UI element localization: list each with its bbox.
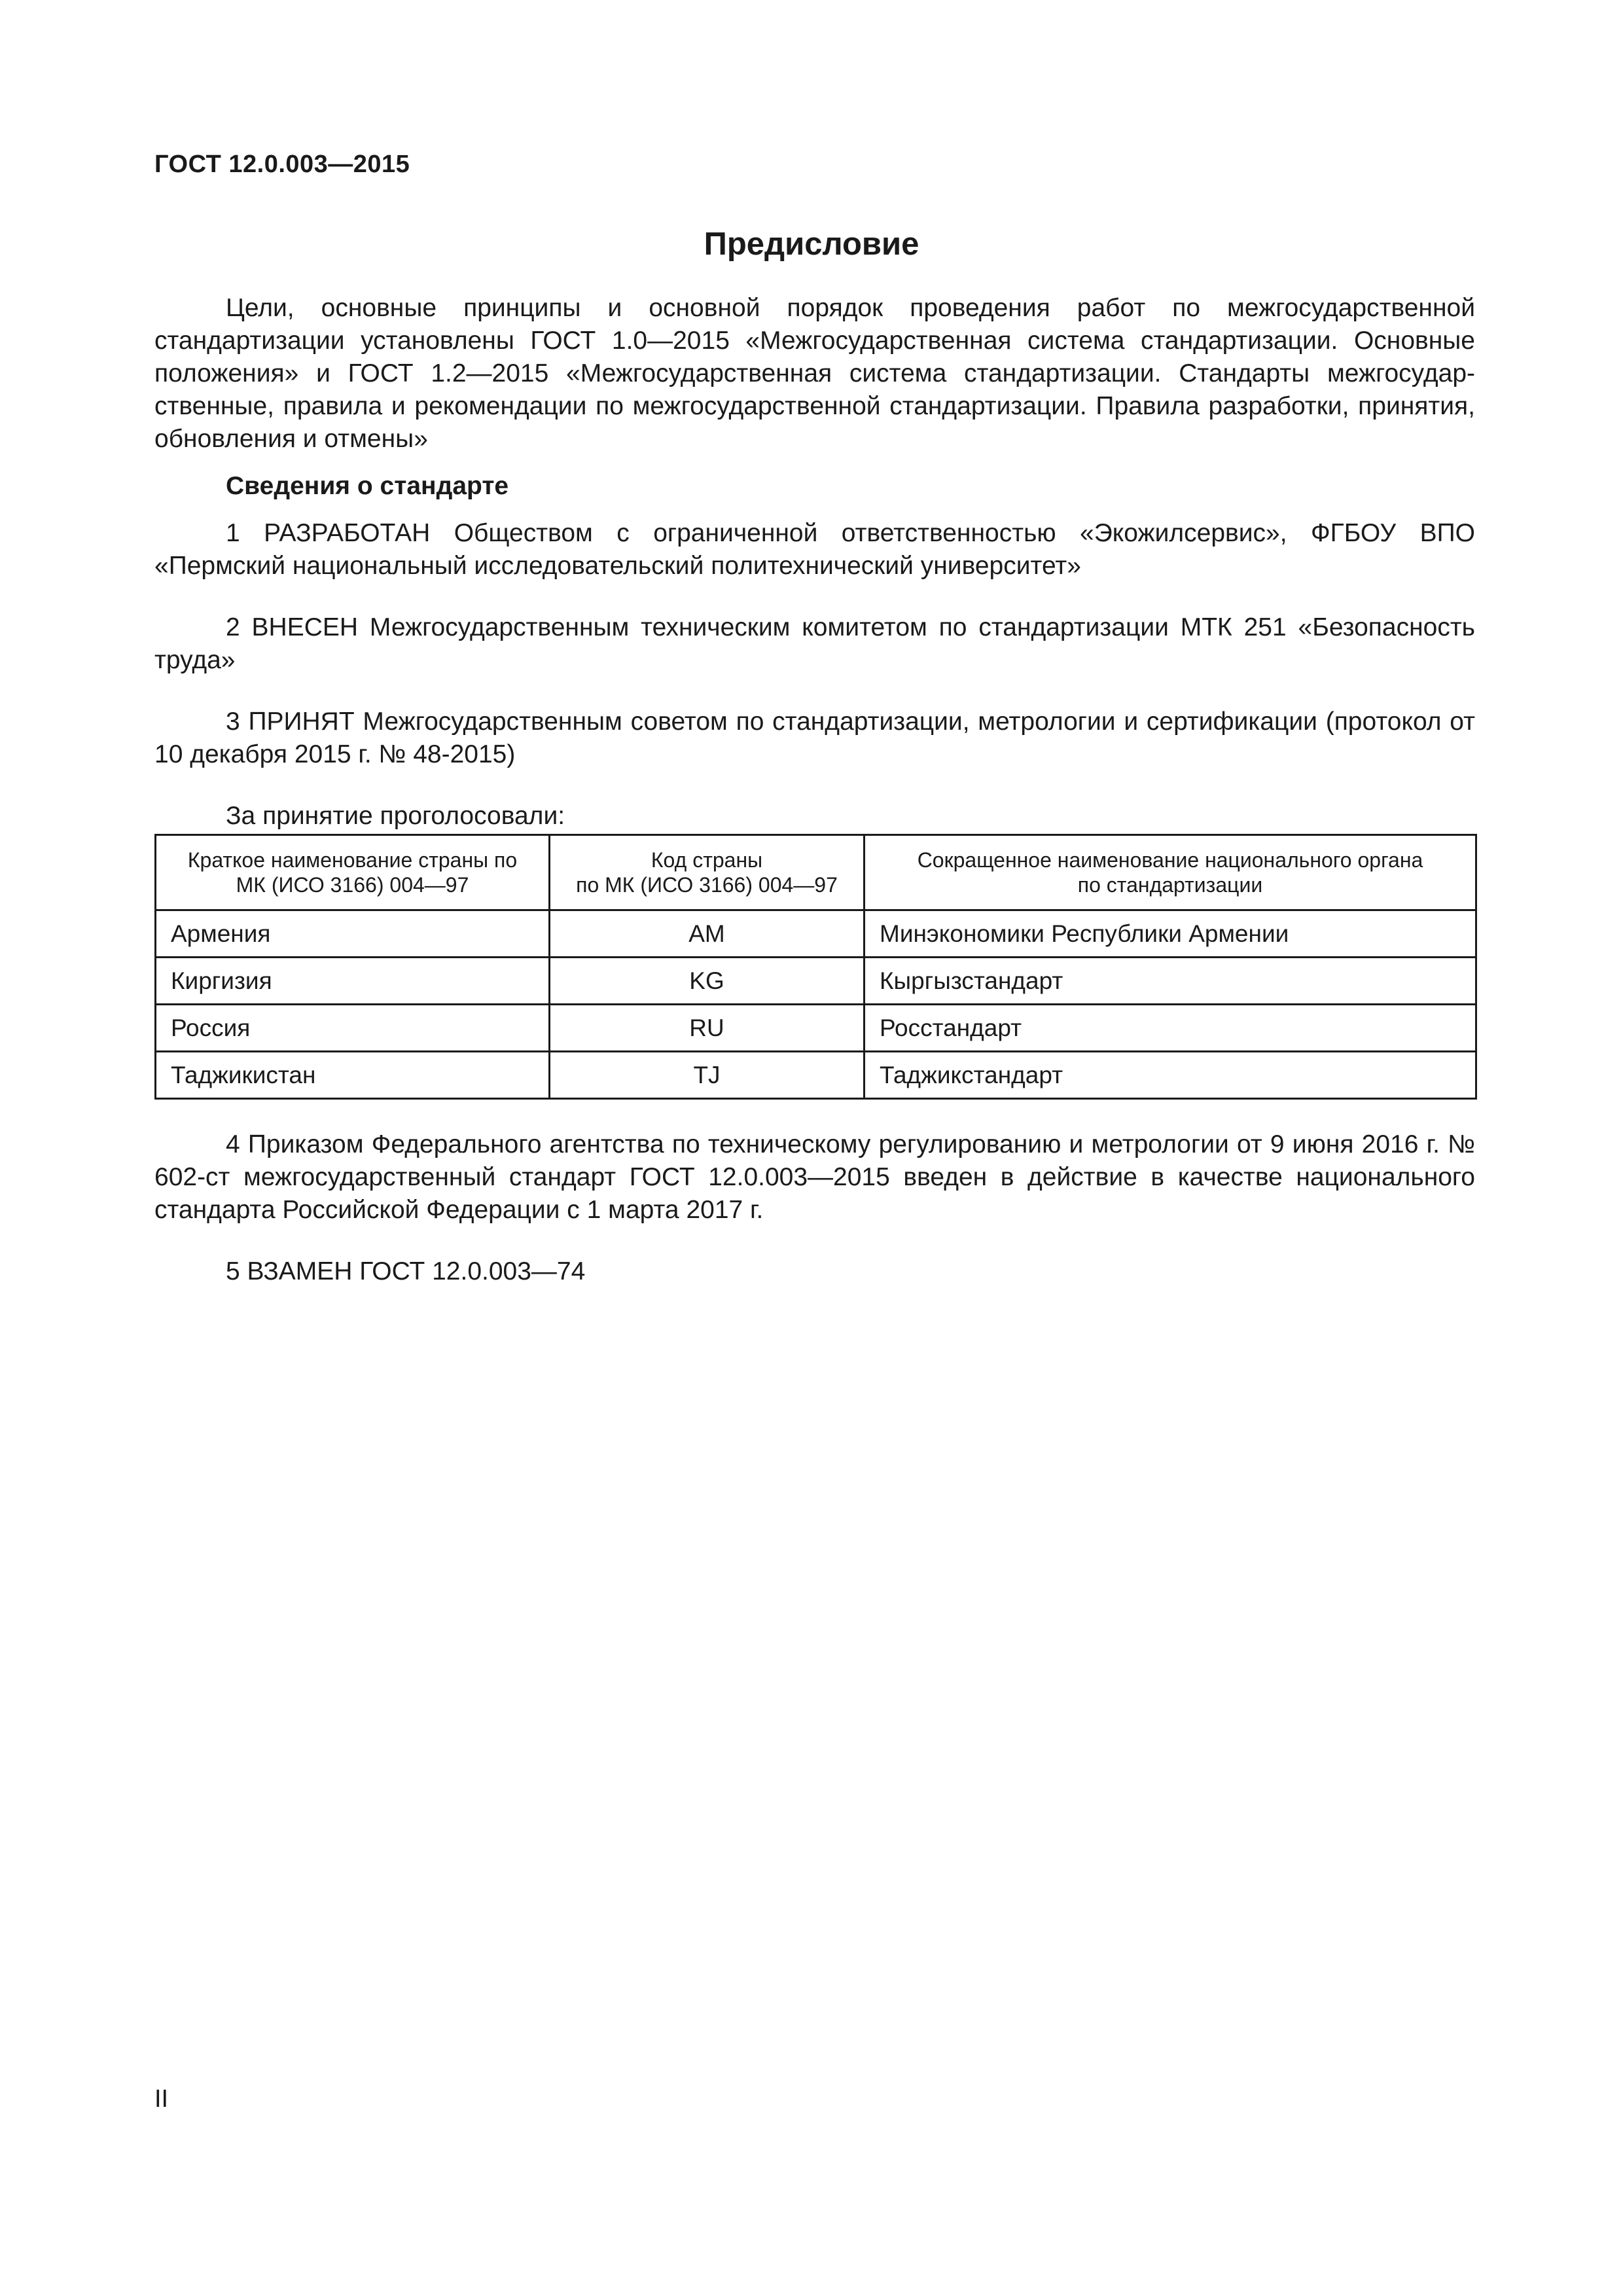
foreword-body (154, 292, 1475, 1288)
table-row (156, 958, 1476, 1005)
page-title: Предисловие (704, 226, 919, 262)
item-replaces: 5 ВЗАМЕН ГОСТ 12.0.003—74 (226, 1257, 586, 1285)
item-introduced: 2 ВНЕСЕН Межгосударственным техническим комитетом по стандартизации МТК 251 «Безопасность труда» (154, 613, 1475, 674)
table-row (156, 1052, 1476, 1099)
document-designation: ГОСТ 12.0.003—2015 (154, 151, 410, 178)
country-cell: Россия (156, 1005, 550, 1052)
header-line: по стандартизации (1077, 873, 1263, 897)
country-cell: Таджикистан (156, 1052, 550, 1099)
votes-table (154, 834, 1477, 1100)
country-cell: Армения (156, 910, 550, 958)
standards-body-cell: Таджикстандарт (865, 1052, 1476, 1099)
header-line: Краткое наименование страны по (187, 848, 518, 872)
header-standards-body (865, 835, 1476, 910)
item-adopted: 3 ПРИНЯТ Межгосударственным советом по стандартизации, метрологии и сертификации (протокол от 10 декабря 2015 г. № 48-2015) (154, 708, 1475, 768)
standards-body-cell: Кыргызстандарт (865, 958, 1476, 1005)
header-line: Код страны (651, 848, 763, 872)
info-heading: Сведения о стандарте (226, 472, 509, 500)
header-country-name (156, 835, 550, 910)
code-cell: AM (550, 910, 865, 958)
intro-paragraph: Цели, основные принципы и основной порядок проведения работ по межгосударственной стандартизации установлены ГОСТ 1.0—2015 «Межгосударственная система стандартизации. Основные положения» и ГОСТ 1.2—2015 «Межгосударственная система стандартизации. Стандарты межгосудар-ственные, правила и рекомендации по межгосударственной стандартизации. Правила разработки, принятия, обновления и отмены» (154, 294, 1475, 453)
item-order: 4 Приказом Федерального агентства по техническому регулированию и метрологии от 9 июня 2016 г. № 602-ст межгосударственный стандарт ГОСТ 12.0.003—2015 введен в действие в качестве национального стандарта Российской Федерации с 1 марта 2017 г. (154, 1130, 1475, 1224)
header-country-code (550, 835, 865, 910)
page-number: II (154, 2085, 169, 2113)
header-line: МК (ИСО 3166) 004—97 (236, 873, 469, 897)
country-cell: Киргизия (156, 958, 550, 1005)
header-line: по МК (ИСО 3166) 004—97 (576, 873, 838, 897)
code-cell: KG (550, 958, 865, 1005)
standards-body-cell: Минэкономики Республики Армении (865, 910, 1476, 958)
standards-body-cell: Росстандарт (865, 1005, 1476, 1052)
table-header-row (156, 835, 1476, 910)
code-cell: TJ (550, 1052, 865, 1099)
item-developed: 1 РАЗРАБОТАН Обществом с ограниченной ответственностью «Экожилсервис», ФГБОУ ВПО «Пермский национальный исследовательский политехнический университет» (154, 519, 1475, 580)
votes-label: За принятие проголосовали: (226, 802, 565, 830)
code-cell: RU (550, 1005, 865, 1052)
table-row (156, 910, 1476, 958)
table-row (156, 1005, 1476, 1052)
header-line: Сокращенное наименование национального органа (917, 848, 1423, 872)
